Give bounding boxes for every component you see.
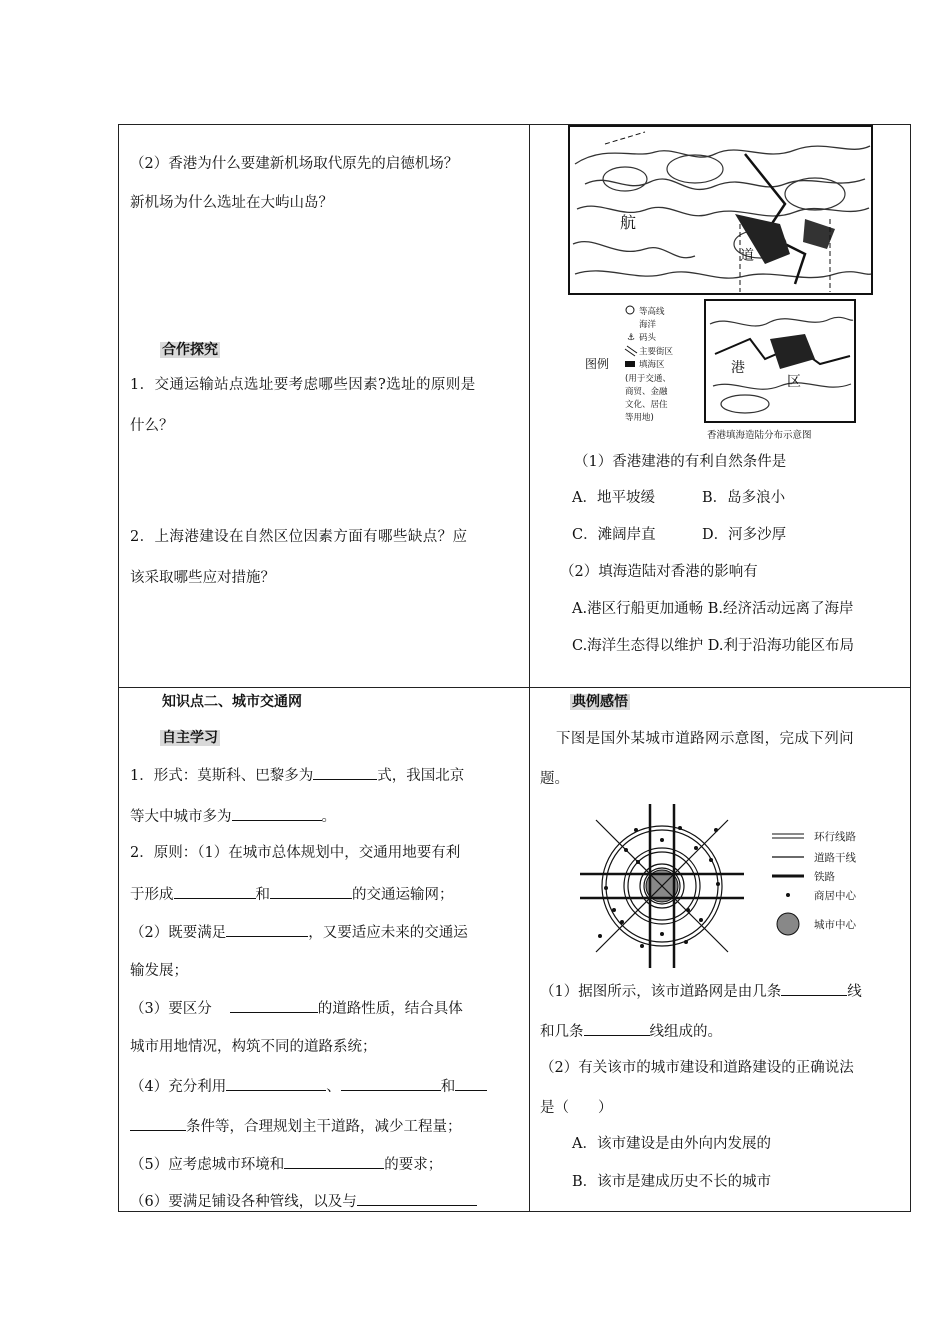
anchor-legend-icon: ⚓: [627, 333, 636, 343]
map-label-hang: 航: [620, 213, 637, 232]
left-q2-line2: 新机场为什么选址在大屿山岛？: [130, 195, 333, 211]
legend-note-3: 等用地): [625, 413, 654, 423]
legend-item-2: 码头: [639, 333, 657, 343]
map-label-gang: 港: [731, 360, 745, 376]
hk-q1-option-c: C．滩阔岸直: [572, 527, 656, 543]
road-q2-line1: （2）有关该市的城市建设和道路建设的正确说法: [540, 1060, 854, 1076]
hk-q1: （1）香港建港的有利自然条件是: [574, 454, 787, 470]
road-q1-line2: 和几条 线组成的。: [540, 1020, 722, 1042]
hk-q1-option-b: B．岛多浪小: [702, 490, 786, 506]
hk-q1-option-a: A．地平坡缓: [572, 490, 655, 506]
hongkong-reclamation-map: [565, 124, 885, 446]
column-divider: [529, 124, 530, 1212]
line-11: （5）应考虑城市环境和 的要求；: [130, 1153, 442, 1175]
row-divider: [118, 687, 911, 688]
legend-item-4: 填海区: [639, 360, 665, 370]
example-heading: 典例感悟: [572, 694, 628, 710]
map-label-dao: 道: [740, 248, 754, 264]
reclaim-legend-icon: [625, 361, 635, 367]
left-q2-line1: （2）香港为什么要建新机场取代原先的启德机场？: [130, 156, 459, 172]
line-12: （6）要满足铺设各种管线，以及与: [130, 1190, 477, 1212]
line-7: （3）要区分 的道路性质，结合具体: [130, 997, 463, 1019]
line-5: （2）既要满足 ，又要适应未来的交通运: [130, 921, 468, 943]
self-study-heading: 自主学习: [162, 730, 218, 746]
hk-q1-option-d: D．河多沙厚: [702, 527, 787, 543]
legend-note-1: 商贸、金融: [625, 387, 668, 397]
legend-note-0: (用于交通、: [625, 374, 671, 384]
section-title: 知识点二、城市交通网: [162, 694, 302, 710]
line-8: 城市用地情况，构筑不同的道路系统；: [130, 1039, 377, 1055]
street-legend-icon: [625, 346, 637, 356]
hk-q2-option-ab: A.港区行船更加通畅 B.经济活动远离了海岸: [572, 601, 854, 617]
line-2: 等大中城市多为 。: [130, 805, 336, 827]
legend-commercial-center: 商居中心: [814, 890, 856, 902]
line-6: 输发展；: [130, 963, 188, 979]
example-intro-line2: 题。: [540, 771, 569, 787]
contour-legend-icon: [626, 306, 634, 314]
line-4: 于形成 和 的交通运输网；: [130, 883, 454, 905]
legend-ring-road: 环行线路: [814, 831, 856, 843]
coop-q1-line1: 1．交通运输站点选址要考虑哪些因素?选址的原则是: [130, 377, 476, 393]
legend-title: 图例: [585, 357, 610, 371]
coop-q2-line2: 该采取哪些应对措施？: [130, 570, 275, 586]
line-3: 2．原则：（1）在城市总体规划中，交通用地要有利: [130, 845, 461, 861]
road-q2-line2: 是（ ）: [540, 1100, 613, 1116]
legend-item-1: 海洋: [639, 320, 657, 330]
legend-main-road: 道路干线: [814, 852, 856, 864]
legend-railway: 铁路: [814, 871, 835, 883]
legend-city-center: 城市中心: [814, 919, 856, 931]
coop-q2-line1: 2．上海港建设在自然区位因素方面有哪些缺点？应: [130, 529, 468, 545]
hk-q2: （2）填海造陆对香港的影响有: [560, 564, 758, 580]
line-1: 1．形式：莫斯科、巴黎多为 式，我国北京: [130, 764, 464, 786]
legend-item-3: 主要街区: [639, 347, 674, 357]
line-10: 条件等，合理规划主干道路，减少工程量；: [130, 1115, 462, 1137]
road-q1-line1: （1）据图所示，该市道路网是由几条 线: [540, 980, 862, 1002]
coop-heading: 合作探究: [162, 342, 218, 358]
city-road-network-diagram: [576, 800, 876, 975]
coop-q1-line2: 什么？: [130, 418, 174, 434]
example-intro-line1: 下图是国外某城市道路网示意图，完成下列问: [556, 731, 854, 747]
hk-q2-option-cd: C.海洋生态得以维护 D.利于沿海功能区布局: [572, 638, 855, 654]
line-9: （4）充分利用 、 和: [130, 1075, 487, 1097]
map-caption: 香港填海造陆分布示意图: [707, 430, 812, 441]
road-option-a: A．该市建设是由外向内发展的: [572, 1136, 771, 1152]
map-label-qu: 区: [787, 374, 801, 390]
legend-note-2: 文化、居住: [625, 400, 668, 410]
legend-item-0: 等高线: [639, 307, 665, 317]
road-option-b: B．该市是建成历史不长的城市: [572, 1174, 772, 1190]
